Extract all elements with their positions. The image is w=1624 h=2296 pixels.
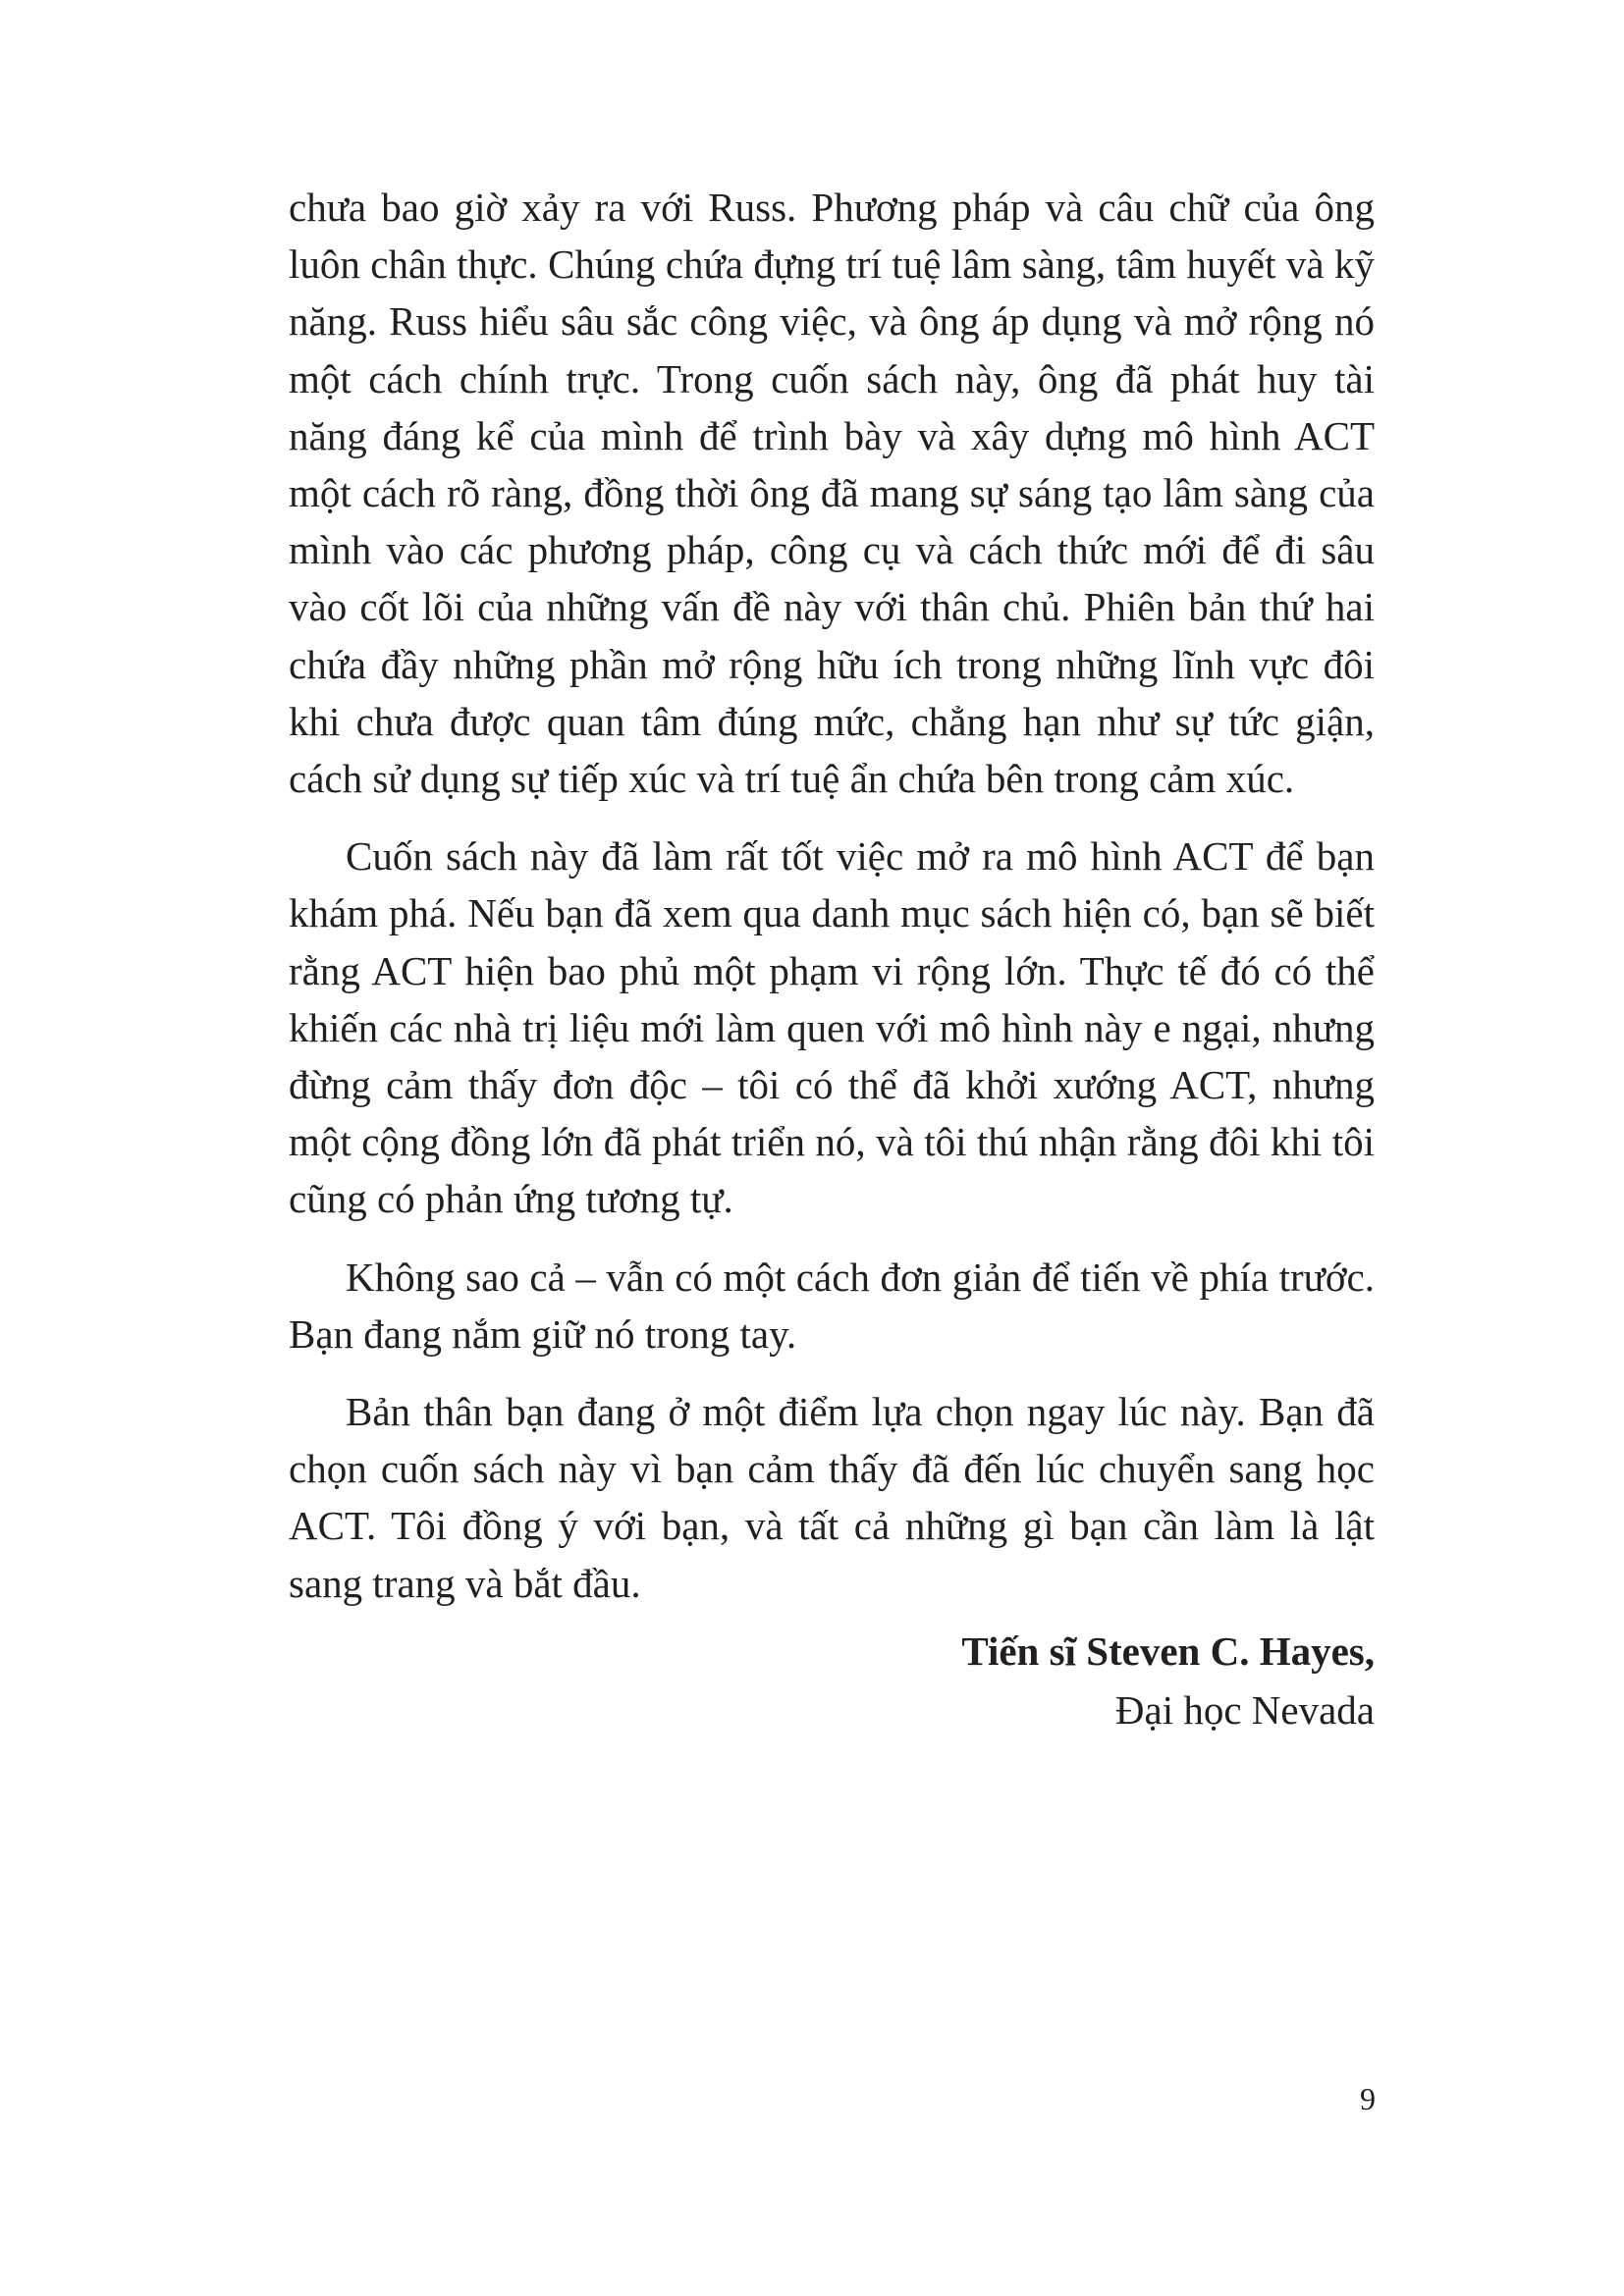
paragraph-continuation: chưa bao giờ xảy ra với Russ. Phương pháp và câu chữ của ông luôn chân thực. Chúng chứa đựng trí tuệ lâm sàng, tâm huyết và kỹ năng. Russ hiểu sâu sắc công việc, và ông áp dụng và mở rộng nó một cách chính trực. Trong cuốn sách này, ông đã phát huy tài năng đáng kể của mình để trình bày và xây dựng mô hình ACT một cách rõ ràng, đồng thời ông đã mang sự sáng tạo lâm sàng của mình vào các phương pháp, công cụ và cách thức mới để đi sâu vào cốt lõi của những vấn đề này với thân chủ. Phiên bản thứ hai chứa đầy những phần mở rộng hữu ích trong những lĩnh vực đôi khi chưa được quan tâm đúng mức, chẳng hạn như sự tức giận, cách sử dụng sự tiếp xúc và trí tuệ ẩn chứa bên trong cảm xúc. [289,185,1375,802]
foreword-body [289,179,1375,1612]
author-signature [961,1622,1375,1739]
author-name: Tiến sĩ Steven C. Hayes, [961,1629,1375,1674]
paragraph: Cuốn sách này đã làm rất tốt việc mở ra mô hình ACT để bạn khám phá. Nếu bạn đã xem qua danh mục sách hiện có, bạn sẽ biết rằng ACT hiện bao phủ một phạm vi rộng lớn. Thực tế đó có thể khiến các nhà trị liệu mới làm quen với mô hình này e ngại, nhưng đừng cảm thấy đơn độc – tôi có thể đã khởi xướng ACT, nhưng một cộng đồng lớn đã phát triển nó, và tôi thú nhận rằng đôi khi tôi cũng có phản ứng tương tự. [289,833,1375,1222]
author-affiliation: Đại học Nevada [1114,1687,1375,1733]
paragraph: Bản thân bạn đang ở một điểm lựa chọn ngay lúc này. Bạn đã chọn cuốn sách này vì bạn cảm thấy đã đến lúc chuyển sang học ACT. Tôi đồng ý với bạn, và tất cả những gì bạn cần làm là lật sang trang và bắt đầu. [289,1389,1375,1606]
page-number: 9 [1360,2081,1376,2116]
paragraph: Không sao cả – vẫn có một cách đơn giản để tiến về phía trước. Bạn đang nắm giữ nó trong tay. [289,1254,1375,1357]
